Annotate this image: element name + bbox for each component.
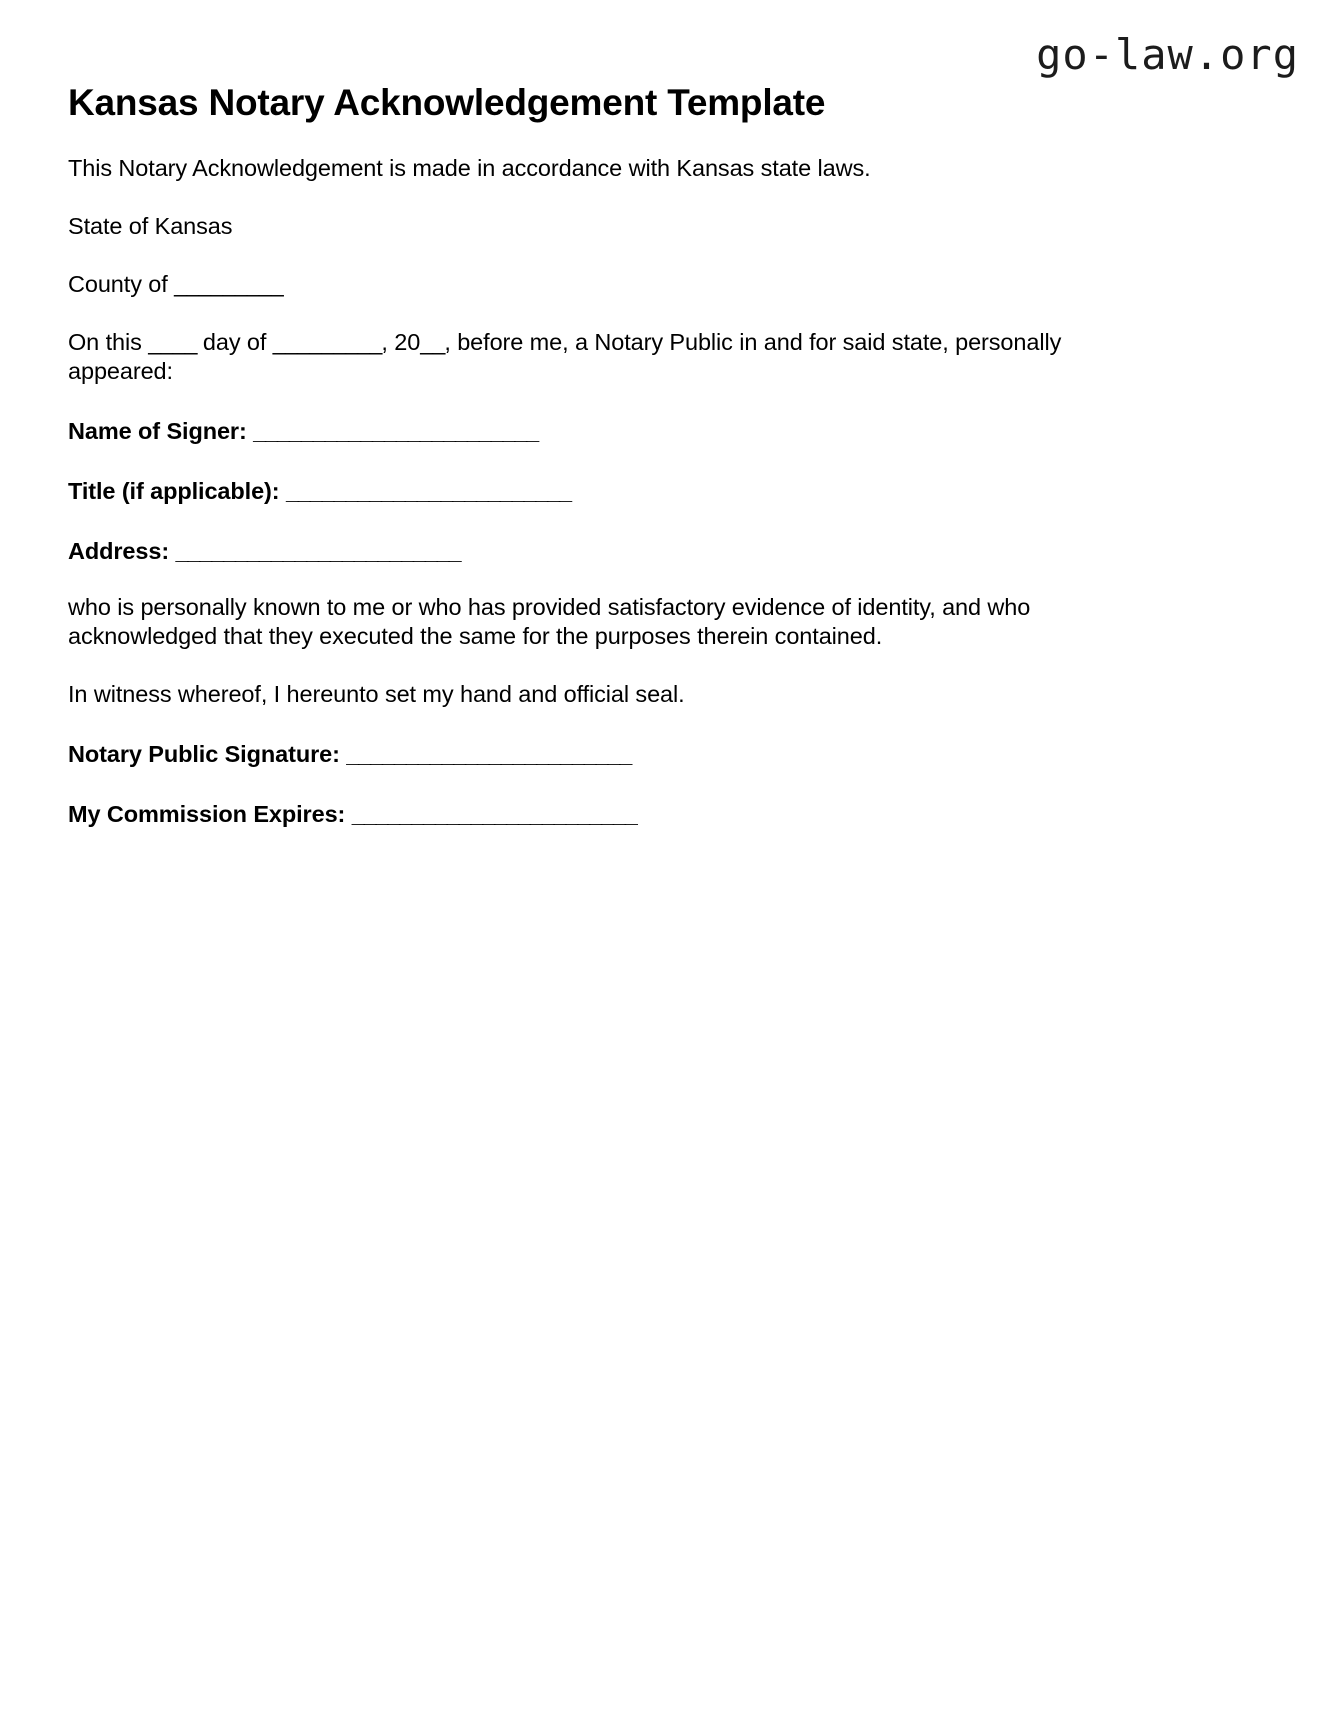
state-line: State of Kansas xyxy=(68,212,233,239)
notary-public-signature-blank-field[interactable]: ________________________ xyxy=(346,740,632,767)
county-label: County of xyxy=(68,270,175,297)
field-name-of-signer xyxy=(68,386,1158,446)
document-body xyxy=(68,0,1158,829)
day-blank-field[interactable]: ____ xyxy=(148,328,197,355)
year-blank-field[interactable]: __ xyxy=(420,328,445,355)
on-this-date-line xyxy=(68,299,1158,386)
intro-paragraph: This Notary Acknowledgement is made in accordance with Kansas state laws. xyxy=(68,154,871,181)
field-my-commission-expires xyxy=(68,769,1158,829)
day-of-text: day of xyxy=(196,328,273,355)
address-label: Address: xyxy=(68,538,176,565)
field-title-if-applicable xyxy=(68,446,1158,506)
name-of-signer-blank-field[interactable]: ________________________ xyxy=(253,418,539,445)
month-blank-field[interactable]: _________ xyxy=(272,328,382,355)
witness-paragraph: In witness whereof, I hereunto set my hand and official seal. xyxy=(68,680,685,707)
name-of-signer-label: Name of Signer: xyxy=(68,418,254,445)
notary-public-signature-label: Notary Public Signature: xyxy=(68,740,347,767)
my-commission-expires-blank-field[interactable]: ________________________ xyxy=(351,801,637,828)
before-me-text: , before me, a Notary Public in and for said state, personally appeared: xyxy=(68,328,1062,385)
site-watermark: go-law.org xyxy=(1036,30,1299,79)
field-address xyxy=(68,506,1158,566)
title-if-applicable-blank-field[interactable]: ________________________ xyxy=(285,478,571,505)
year-prefix-text: , 20 xyxy=(381,328,421,355)
page-title: Kansas Notary Acknowledgement Template xyxy=(68,82,826,123)
county-blank-field[interactable]: _________ xyxy=(174,270,283,297)
address-blank-field[interactable]: ________________________ xyxy=(175,538,461,565)
identity-paragraph: who is personally known to me or who has provided satisfactory evidence of identity, and who acknowledged that they executed the same for the purposes therein contained. xyxy=(68,593,1031,649)
my-commission-expires-label: My Commission Expires: xyxy=(68,801,352,828)
on-this-text: On this xyxy=(68,328,149,355)
field-notary-public-signature xyxy=(68,709,1158,769)
title-if-applicable-label: Title (if applicable): xyxy=(68,478,286,505)
county-line xyxy=(68,241,1158,299)
